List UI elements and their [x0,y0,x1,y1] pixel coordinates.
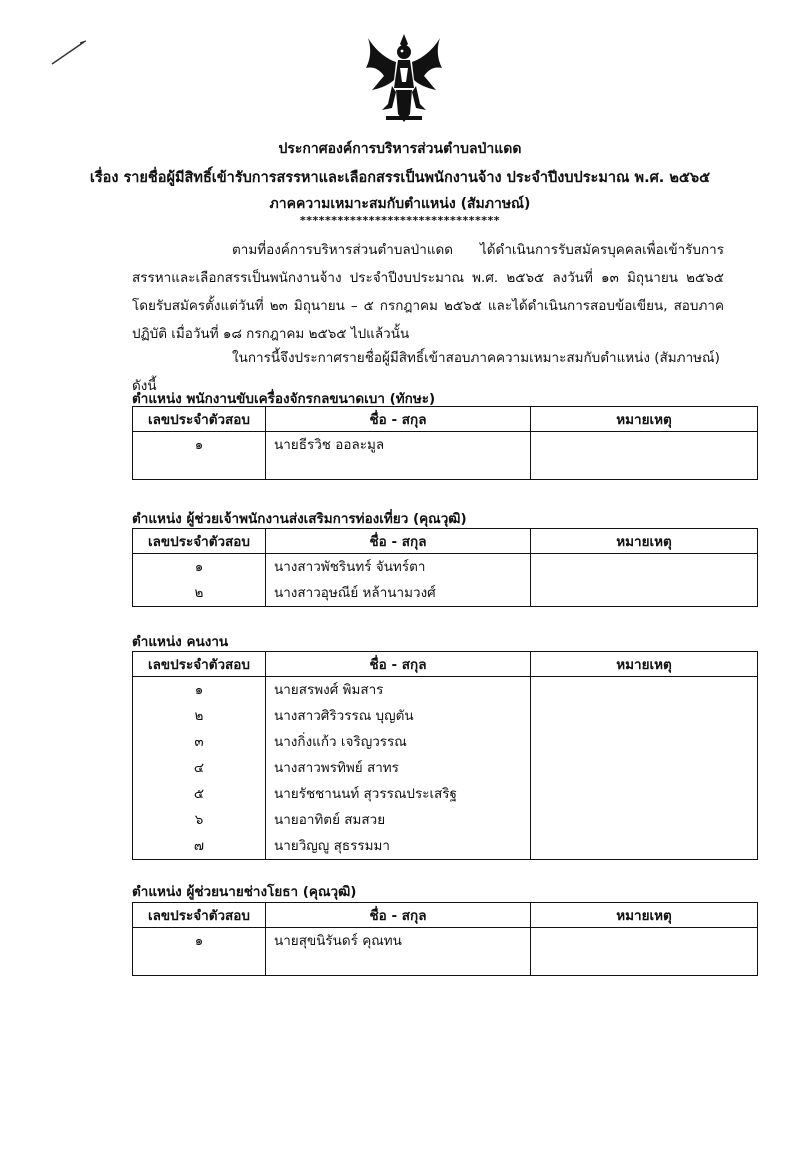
exam-number: ๑ [194,933,204,949]
announcement-issuer: ประกาศองค์การบริหารส่วนตำบลป่าแดด [278,141,522,157]
section-title-civil-technician-assistant: ตำแหน่ง ผู้ช่วยนายช่างโยธา (คุณวุฒิ) [132,884,357,900]
garuda-emblem-icon [362,30,446,126]
candidate-name: นายวิญญู สุธรรมมา [274,838,390,854]
exam-number: ๗ [193,838,205,854]
column-header-name: ชื่อ - สกุล [266,652,531,677]
exam-number-cell [133,677,266,860]
exam-number-cell [133,432,266,480]
candidate-name: นายอาทิตย์ สมสวย [274,812,386,828]
candidate-name: นางสาวศิริวรรณ บุญตัน [274,708,414,724]
table-worker [132,651,758,860]
table-header-row [133,529,758,554]
intro-paragraph [132,236,724,348]
candidate-name: นางสาวอุษณีย์ หล้านามวงศ์ [274,585,436,601]
remark-cell [531,928,758,976]
exam-number: ๑ [194,682,204,698]
table-header-row [133,903,758,928]
table-row [133,554,758,607]
candidate-name-cell [266,928,531,976]
section-title-tourism-assistant: ตำแหน่ง ผู้ช่วยเจ้าพนักงานส่งเสริมการท่องเที่ยว (คุณวุฒิ) [132,511,467,527]
column-header-exam-no: เลขประจำตัวสอบ [133,903,266,928]
candidate-name-cell [266,677,531,860]
table-row [133,928,758,976]
candidate-name: นางสาวพัชรินทร์ จันทร์ตา [274,559,426,575]
exam-number: ๖ [194,812,204,828]
column-header-name: ชื่อ - สกุล [266,407,531,432]
table-civil-technician-assistant [132,902,758,976]
exam-number: ๒ [194,708,204,724]
table-header-row [133,407,758,432]
column-header-exam-no: เลขประจำตัวสอบ [133,652,266,677]
candidate-name-cell [266,432,531,480]
exam-number-cell [133,928,266,976]
exam-number: ๑ [194,437,204,453]
candidate-name: นายธีรวิช ออละมูล [274,437,385,453]
column-header-remark: หมายเหตุ [531,903,758,928]
intro-paragraph-text: ตามที่องค์การบริหารส่วนตำบลป่าแดด ได้ดำเนินการรับสมัครบุคคลเพื่อเข้ารับการสรรหาและเลือกสรรเป็นพนักงานจ้าง ประจำปีงบประมาณ พ.ศ. ๒๕๖๕ ลงวันที่ ๑๓ มิถุนายน ๒๕๖๕ โดยรับสมัครตั้งแต่วันที่ ๒๓ มิถุนายน – ๕ กรกฎาคม ๒๕๖๕ และได้ดำเนินการสอบข้อเขียน, สอบภาคปฏิบัติ เมื่อวันที่ ๑๘ กรกฎาคม ๒๕๖๕ ไปแล้วนั้น [132,242,724,342]
candidate-name: นายสุขนิรันดร์ คุณทน [274,933,402,949]
table-machinery-operator [132,406,758,480]
remark-cell [531,432,758,480]
table-header-row [133,652,758,677]
exam-number: ๑ [194,559,204,575]
remark-cell [531,554,758,607]
column-header-remark: หมายเหตุ [531,652,758,677]
announcement-subtitle: ภาคความเหมาะสมกับตำแหน่ง (สัมภาษณ์) [269,196,531,212]
exam-number: ๒ [194,585,204,601]
column-header-exam-no: เลขประจำตัวสอบ [133,529,266,554]
header-separator: ******************************** [299,214,501,227]
table-row [133,677,758,860]
section-title-machinery-operator: ตำแหน่ง พนักงานขับเครื่องจักรกลขนาดเบา (ทักษะ) [132,391,436,407]
table-row [133,432,758,480]
candidate-name: นางกิ่งแก้ว เจริญวรรณ [274,734,407,750]
exam-number: ๕ [193,786,205,802]
candidate-name-cell [266,554,531,607]
remark-cell [531,677,758,860]
candidate-name: นายรัชชานนท์ สุวรรณประเสริฐ [274,786,457,802]
table-tourism-assistant [132,528,758,607]
section-title-worker: ตำแหน่ง คนงาน [132,634,229,650]
exam-number: ๓ [194,734,204,750]
announce-paragraph-text: ในการนี้จึงประกาศรายชื่อผู้มีสิทธิ์เข้าสอบภาคความเหมาะสมกับตำแหน่ง (สัมภาษณ์) ดังนี้ [132,350,720,394]
column-header-name: ชื่อ - สกุล [266,529,531,554]
announcement-subject: เรื่อง รายชื่อผู้มีสิทธิ์เข้ารับการสรรหาและเลือกสรรเป็นพนักงานจ้าง ประจำปีงบประมาณ พ.ศ. ๒๕๖๕ [89,170,711,186]
column-header-remark: หมายเหตุ [531,529,758,554]
exam-number: ๔ [193,760,205,776]
candidate-name: นางสาวพรทิพย์ สาทร [274,760,399,776]
column-header-remark: หมายเหตุ [531,407,758,432]
pen-stroke-mark [50,38,90,68]
column-header-exam-no: เลขประจำตัวสอบ [133,407,266,432]
exam-number-cell [133,554,266,607]
candidate-name: นายสรพงศ์ พิมสาร [274,682,384,698]
column-header-name: ชื่อ - สกุล [266,903,531,928]
